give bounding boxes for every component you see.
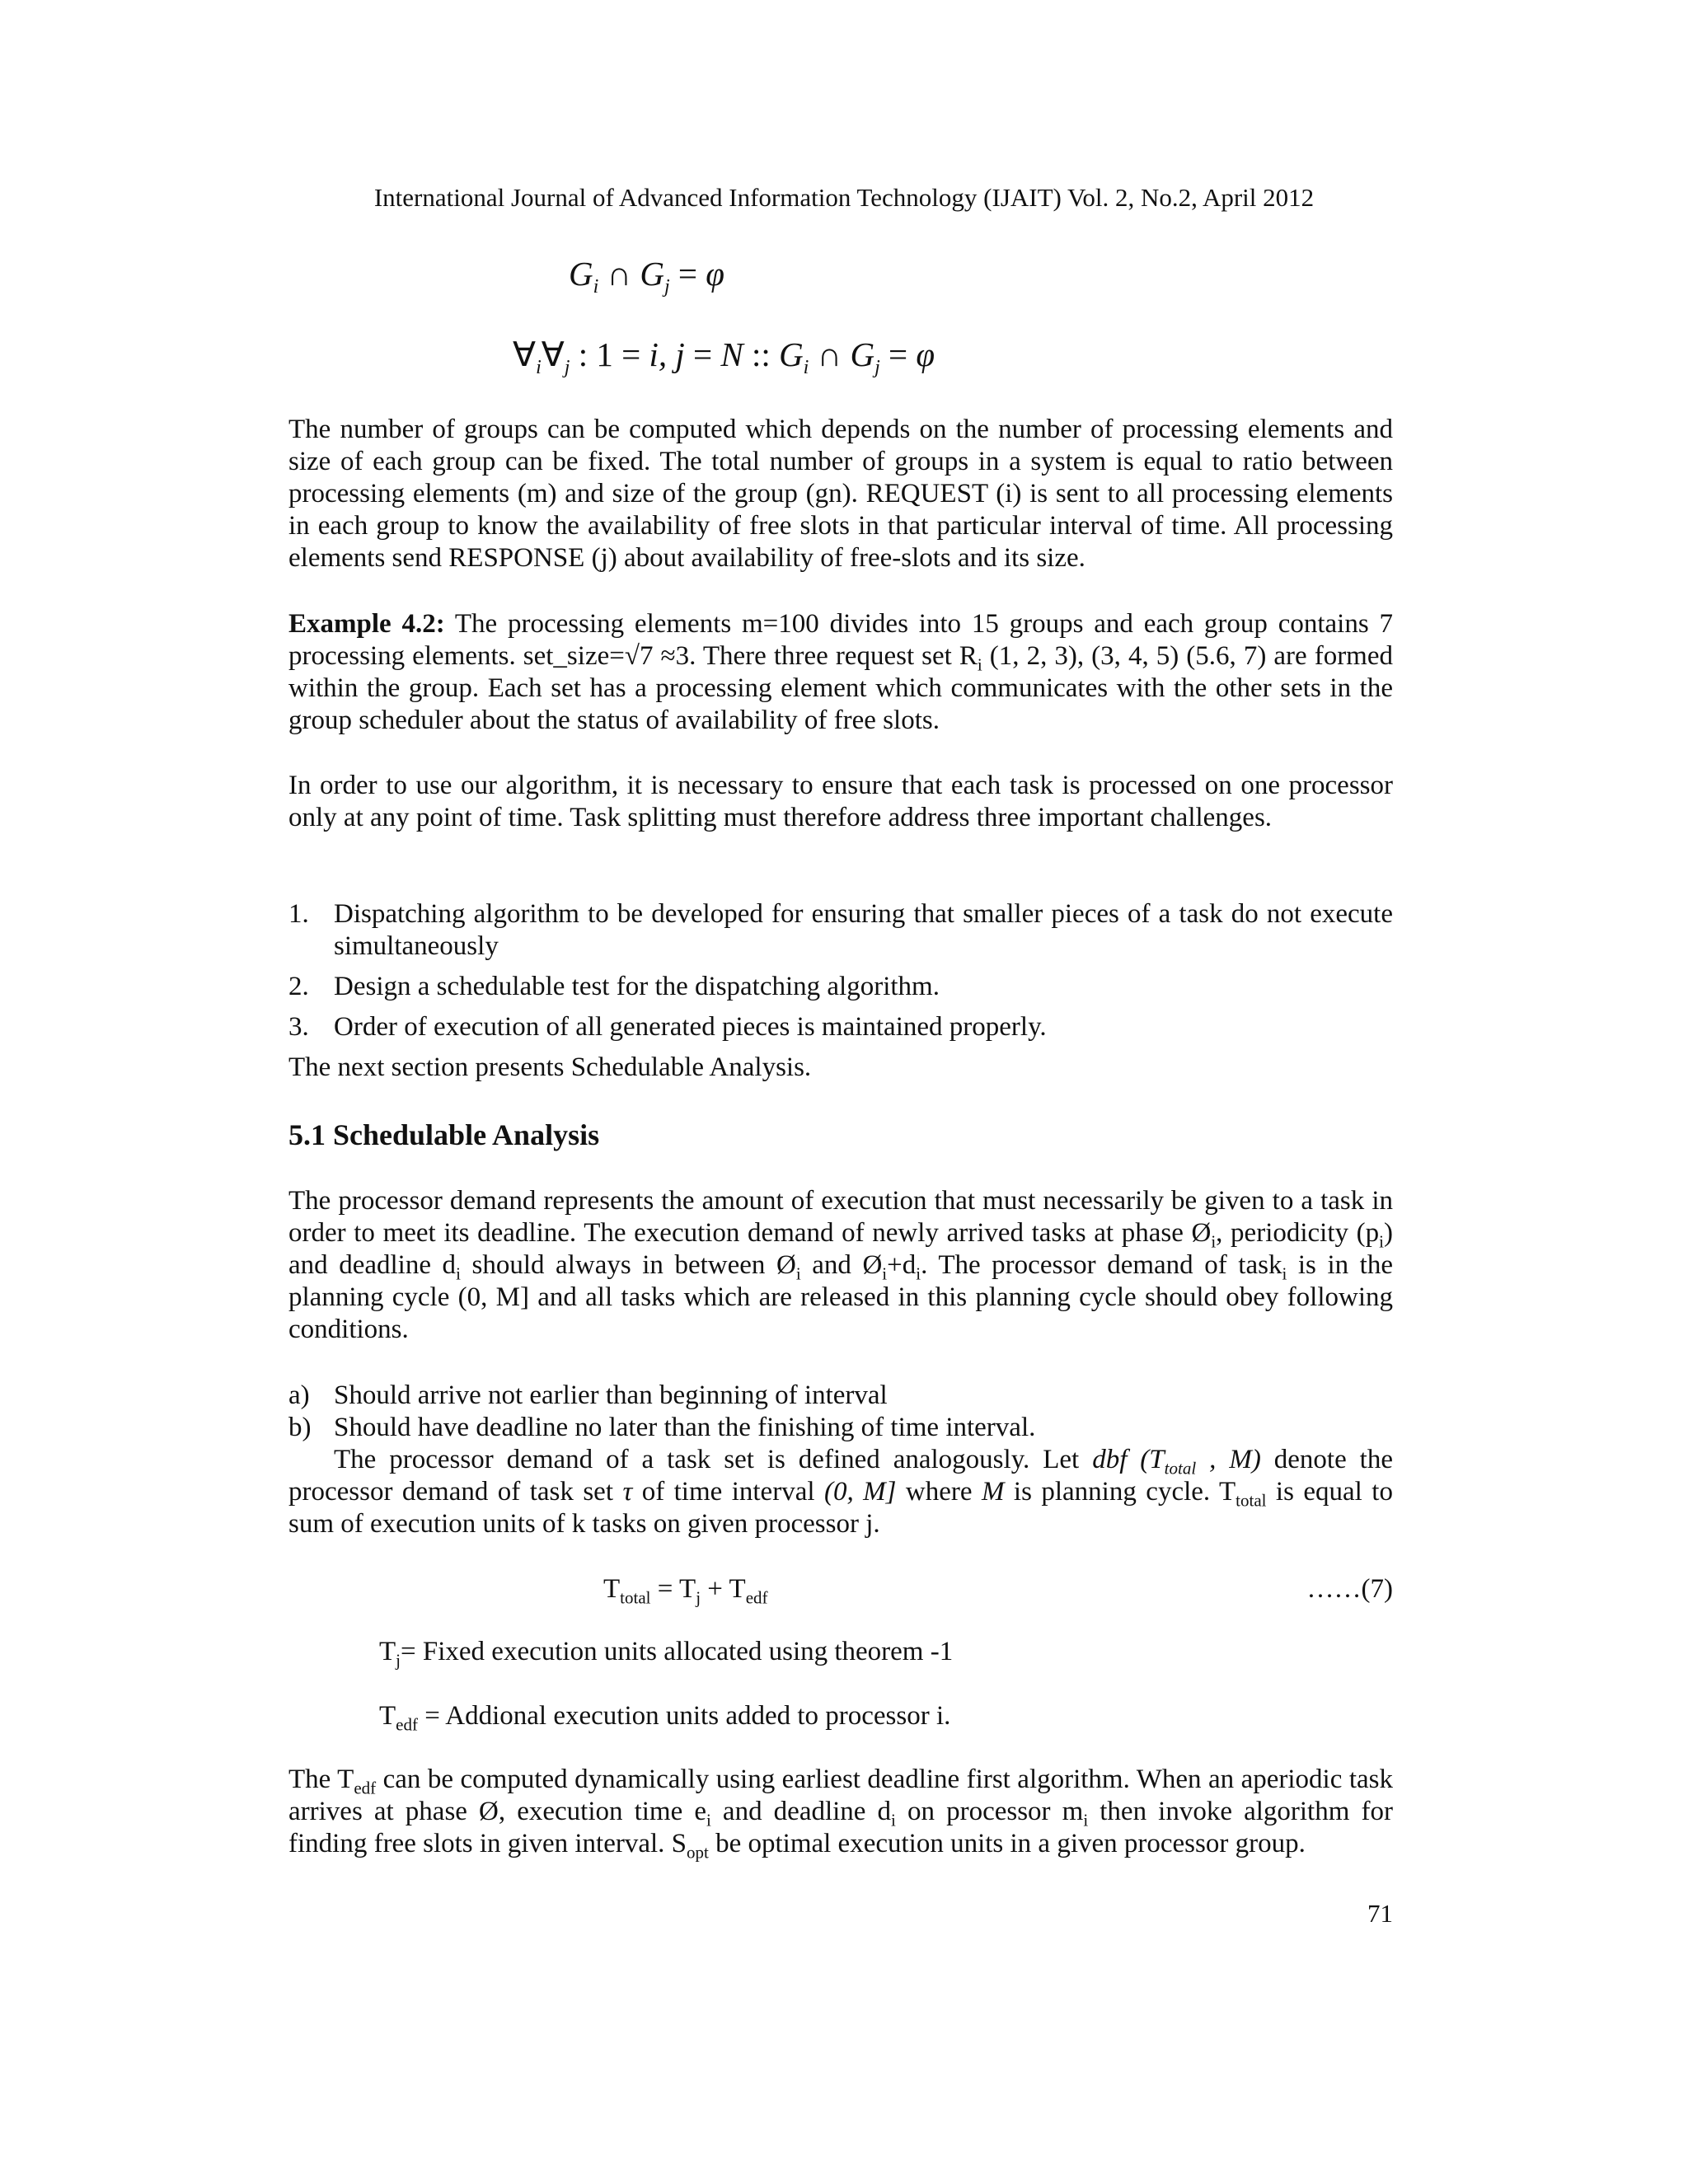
example-text: The processing elements m=100 divides into 15 groups and each group contains 7 processing elements. set_size=√7 ≈3. There three request set R [288,609,1393,671]
paragraph-processor-demand: The processor demand represents the amount of execution that must necessarily be given to a task in order to meet its deadline. The execution demand of newly arrived tasks at phase $Ø_i$, periodicity $(p_i)$ and deadline $d_i$ should always in between $Ø_i$ and $Ø_i+d_i$. The processor demand of task$_i$ is in the planning cycle (0, M] and all tasks which are released in this planning cycle should obey following conditions. [288,1186,1393,1344]
page-number: 71 [1367,1899,1393,1928]
journal-header: International Journal of Advanced Information Technology (IJAIT) Vol. 2, No.2, April 2012 [373,183,1315,212]
example-label: Example 4.2: [288,609,445,639]
definition-tj: $T_j=$ Fixed execution units allocated using theorem -1 [379,1637,954,1671]
equation-number: ……(7) [1306,1574,1393,1604]
equation-disjoint-groups: $G_i$ ∩ $G_j = \varphi$ [569,255,724,298]
formula-total: $T_{total} = T_j + T_{edf}$ [603,1574,768,1608]
paragraph-task-splitting: In order to use our algorithm, it is necessary to ensure that each task is processed on one processor only at any point of time. Task splitting must therefore address three important challenges. [288,771,1393,832]
challenges-list [288,898,1393,1084]
list-item: b) Should have deadline no later than the finishing of time interval. [288,1413,1036,1442]
example-paragraph: Example 4.2: The processing elements m=100 divides into 15 groups and each group contains 7 processing elements. set_size=√7 ≈3. There three request set $R_i$ (1, 2, 3), (3, 4, 5) (5.6, 7) are formed within the group. Each set has a processing element which communicates with the other sets in the group scheduler about the status of availability of free slots. [288,609,1394,735]
paragraph-text: The number of groups can be computed which depends on the number of processing elements and size of each group can be fixed. The total number of groups in a system is equal to ratio between processing elements (m) and size of the group (gn). REQUEST (i) is sent to all processing elements in each group to know the availability of free slots in that particular interval of time. All processing elements send RESPONSE (j) about availability of free-slots and its size. [288,415,1393,573]
section-heading: 5.1 Schedulable Analysis [288,1118,600,1151]
definition-tedf: $T_{edf}$ = Addional execution units added to processor i. [379,1701,951,1735]
list-item: a) Should arrive not earlier than beginning of interval [288,1380,888,1410]
conditions-list [288,1380,1393,1444]
paragraph-groups [288,414,1393,574]
list-item: 1. Dispatching algorithm to be developed for ensuring that smaller pieces of a task do not execute simultaneously [288,899,1393,961]
equation-forall-disjoint: $\forall_i\forall_j$ : 1 = i, j = N :: $G_i$ ∩ $G_j = \varphi$ [513,335,935,379]
paragraph-edf: The $T_{edf}$ can be computed dynamically using earliest deadline first algorithm. When an aperiodic task arrives at phase Ø, execution time $e_i$ and deadline $d_i$ on processor $m_i$ then invoke algorithm for finding free slots in given interval. $S_{opt}$ be optimal execution units in a given processor group. [288,1765,1393,1863]
list-item: 3. Order of execution of all generated pieces is maintained properly. [288,1012,1047,1042]
list-item: 2. Design a schedulable test for the dispatching algorithm. [288,972,940,1001]
paragraph-demand-definition: The processor demand of a task set is defined analogously. Let dbf ($T_{total}$ , M) denote the processor demand of task set τ of time interval (0, M] where M is planning cycle. $T_{total}$ is equal to sum of execution units of k tasks on given processor j. [288,1445,1393,1539]
next-section-sentence: The next section presents Schedulable Analysis. [288,1052,812,1082]
